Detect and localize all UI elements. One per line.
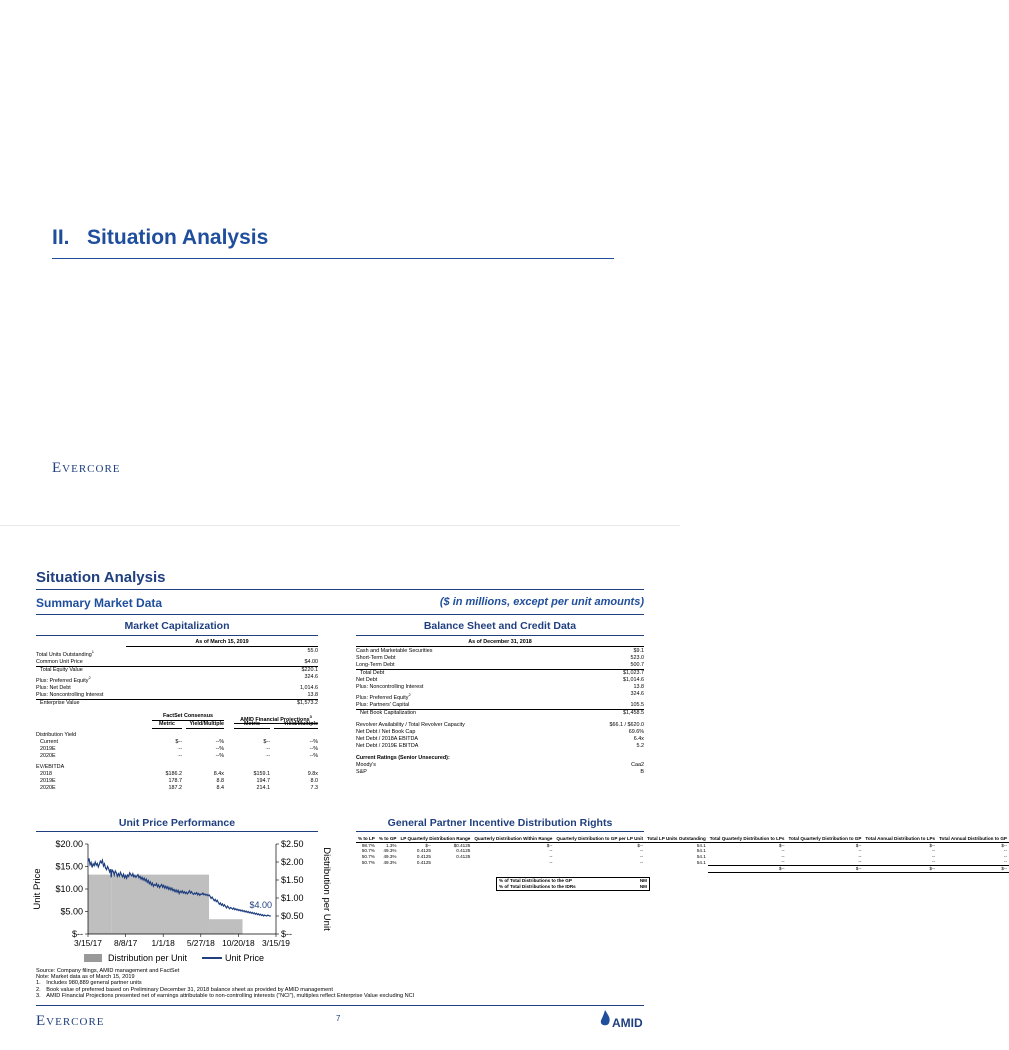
gp-pct-box xyxy=(496,877,650,891)
row-value: $1,573.2 xyxy=(297,699,318,706)
credit-row xyxy=(356,736,644,743)
y-axis-title: Unit Price xyxy=(32,868,43,910)
y-tick-label: $20.00 xyxy=(55,839,83,849)
legend-label-price: Unit Price xyxy=(225,953,265,963)
row-label: 2018 xyxy=(40,770,52,777)
gp-total-row xyxy=(356,865,1009,872)
gp-cell: -- xyxy=(639,859,644,865)
amid-header: AMID Financial Projections$^3$ xyxy=(234,713,318,725)
amid-metric: -- xyxy=(266,745,270,752)
col-metric-2: Metric xyxy=(234,721,270,729)
gp-cell: 49.3% xyxy=(383,848,397,854)
balance-row xyxy=(356,710,644,717)
balance-row xyxy=(356,684,644,691)
footnote-note: Note: Market data as of March 15, 2019 xyxy=(36,974,135,981)
gp-cell: -- xyxy=(932,848,936,854)
distribution-bar xyxy=(88,875,111,934)
credit-row xyxy=(356,722,644,729)
gp-cell: -- xyxy=(858,859,862,865)
market-cap-row xyxy=(36,700,318,707)
gp-cell: 0.4125 xyxy=(416,853,431,859)
rating-value: B xyxy=(640,768,644,775)
balance-rows xyxy=(356,648,644,717)
y-tick-label: $15.00 xyxy=(55,861,83,872)
footnotes xyxy=(36,968,644,999)
factset-metric: -- xyxy=(178,745,182,752)
gp-header-cell: Total Annual Distribution to GP xyxy=(939,836,1007,841)
footnote-item: 1. Includes 980,889 general partner units xyxy=(36,980,142,987)
y2-tick-label: $2.00 xyxy=(281,857,304,867)
row-value: 6.4x xyxy=(633,735,644,742)
y-tick-label: $10.00 xyxy=(55,884,83,894)
page-number: 7 xyxy=(336,1014,341,1023)
row-label: Total Equity Value xyxy=(40,666,83,673)
ev-title: EV/EBITDA xyxy=(36,763,65,770)
row-value: 105.5 xyxy=(630,701,644,708)
footnote-item: 2. Book value of preferred based on Preliminary December 31, 2018 balance sheet as provided by AMID management xyxy=(36,986,333,993)
gp-cell: $0.4125 xyxy=(453,842,471,848)
row-value: 523.0 xyxy=(630,655,644,661)
x-tick-label: 10/20/18 xyxy=(222,938,255,948)
amid-metric: 194.7 xyxy=(256,777,270,784)
row-label: Plus: Noncontrolling Interest xyxy=(356,684,424,690)
gp-cell: $-- xyxy=(1001,842,1007,848)
amid-metric: $159.1 xyxy=(253,770,270,777)
row-label: Total Debt xyxy=(360,670,385,676)
section-heading xyxy=(52,226,268,250)
x-tick-label: 1/1/18 xyxy=(151,938,175,948)
market-cap-row xyxy=(36,674,318,685)
balance-row xyxy=(356,670,644,677)
evercore-logo: EVERCORE xyxy=(52,460,121,476)
gp-cell: -- xyxy=(549,859,553,865)
amid-metric: 214.1 xyxy=(256,784,270,791)
rating-value: Caa2 xyxy=(631,761,644,768)
gp-cell: -- xyxy=(639,848,644,854)
gp-cell: -- xyxy=(932,853,936,859)
distribution-bar xyxy=(209,919,242,934)
current-price-label: $4.00 xyxy=(249,900,272,910)
factset-yield: 8.8 xyxy=(216,777,224,784)
gp-cell: -- xyxy=(781,853,785,859)
row-value: 13.8 xyxy=(307,691,318,698)
amid-logo: AMID xyxy=(596,1008,644,1036)
gp-header-cell: % to GP xyxy=(378,836,397,841)
gp-table-wrap xyxy=(356,836,1007,891)
gp-cell: -- xyxy=(1003,848,1007,854)
gp-cell: -- xyxy=(858,848,862,854)
rating-row xyxy=(356,769,644,776)
gp-cell: -- xyxy=(549,848,553,854)
row-value: $66.1 / $620.0 xyxy=(609,721,644,728)
gp-pct-value: NM xyxy=(639,883,647,889)
row-label: Net Debt / Net Book Cap xyxy=(356,728,416,735)
gp-cell: $-- xyxy=(546,842,553,848)
distribution-bar xyxy=(111,875,209,934)
x-tick-label: 3/15/17 xyxy=(74,938,102,948)
gp-cell: -- xyxy=(932,859,936,865)
row-value: 1,014.6 xyxy=(300,684,318,691)
gp-cell: 50.7% xyxy=(361,859,375,865)
yield-rows xyxy=(36,739,318,760)
factset-yield: --% xyxy=(215,752,224,759)
x-tick-label: 3/15/19 xyxy=(262,938,290,948)
row-label: Plus: Preferred Equity$^2$ xyxy=(36,674,91,684)
gp-cell: $-- xyxy=(929,842,936,848)
market-cap-title: Market Capitalization xyxy=(124,620,230,632)
legend-swatch-distribution xyxy=(84,954,102,962)
gp-cell: -- xyxy=(549,853,553,859)
gp-header-cell: Quarterly Distribution to GP per LP Unit xyxy=(556,836,644,841)
rating-rows xyxy=(356,762,644,776)
row-label: Short-Term Debt xyxy=(356,655,396,661)
projection-row xyxy=(36,778,318,785)
gp-table xyxy=(356,836,1009,873)
row-value: $1,014.6 xyxy=(623,677,644,683)
balance-title: Balance Sheet and Credit Data xyxy=(423,620,577,632)
ratings-title: Current Ratings (Senior Unsecured): xyxy=(356,754,450,761)
row-label: Net Debt / 2018A EBITDA xyxy=(356,735,419,742)
factset-metric: 187.2 xyxy=(168,784,182,791)
row-value: $9.1 xyxy=(633,648,644,654)
balance-row xyxy=(356,677,644,684)
amid-yield: 7.3 xyxy=(310,784,318,791)
gp-total-cell: $-- xyxy=(937,865,1009,872)
row-label: 2020E xyxy=(40,752,56,759)
row-label: 2019E xyxy=(40,745,56,752)
balance-row xyxy=(356,662,644,670)
row-value: 5.2 xyxy=(636,742,644,749)
gp-cell: 0.4125 xyxy=(456,848,471,854)
gp-pct-label: % of Total Distributions to the IDRs xyxy=(499,883,576,889)
section-number: II. xyxy=(52,226,70,249)
gp-cell: -- xyxy=(1003,859,1007,865)
gp-title: General Partner Incentive Distribution Rights xyxy=(387,817,613,829)
title-rule xyxy=(36,589,644,590)
units-note: ($ in millions, except per unit amounts) xyxy=(439,596,644,608)
gp-header-cell: % to LP xyxy=(358,836,375,841)
projection-row xyxy=(36,746,318,753)
factset-metric: -- xyxy=(178,752,182,759)
x-tick-label: 8/8/17 xyxy=(113,938,138,948)
amid-yield: --% xyxy=(309,752,318,759)
row-value: $1,023.7 xyxy=(623,670,644,676)
gp-cell: -- xyxy=(781,848,785,854)
row-label: 2020E xyxy=(40,784,56,791)
row-label: Revolver Availability / Total Revolver Capacity xyxy=(356,721,465,728)
gp-header-row xyxy=(356,836,1009,842)
gp-cell: 54.1 xyxy=(696,859,706,865)
row-value: 55.0 xyxy=(307,648,318,654)
gp-pct-value: NM xyxy=(639,877,647,883)
factset-header: FactSet Consensus xyxy=(152,713,224,721)
chart-title: Unit Price Performance xyxy=(118,817,236,829)
market-cap-row xyxy=(36,648,318,659)
gp-total-cell: $-- xyxy=(787,865,864,872)
row-label: Plus: Net Debt xyxy=(36,684,71,691)
rating-agency: Moody's xyxy=(356,761,376,768)
row-label: Net Debt xyxy=(356,677,378,683)
gp-cell: $-- xyxy=(855,842,862,848)
yield-title: Distribution Yield xyxy=(36,731,77,738)
market-cap-row xyxy=(36,692,318,700)
row-label: Cash and Marketable Securities xyxy=(356,648,433,654)
col-yield-2: Yield/Multiple xyxy=(274,721,318,729)
row-label: Enterprise Value xyxy=(40,699,80,706)
gp-pct-label: % of Total Distributions to the GP xyxy=(499,877,572,883)
balance-row xyxy=(356,691,644,702)
gp-cell: 0.4125 xyxy=(416,848,431,854)
gp-cell: 50.7% xyxy=(361,853,375,859)
projection-row xyxy=(36,739,318,746)
market-cap-as-of: As of March 15, 2019 xyxy=(126,639,318,647)
market-cap-row xyxy=(36,685,318,692)
gp-header-cell: Total LP Units Outstanding xyxy=(647,836,706,841)
y2-tick-label: $1.50 xyxy=(281,875,304,885)
y2-tick-label: $1.00 xyxy=(281,893,304,903)
row-value: 324.6 xyxy=(630,691,644,697)
credit-row xyxy=(356,729,644,736)
projection-row xyxy=(36,785,318,792)
evercore-footer-logo: EVERCORE xyxy=(36,1013,105,1029)
row-label: 2019E xyxy=(40,777,56,784)
gp-cell: -- xyxy=(781,859,785,865)
factset-metric: $-- xyxy=(175,738,182,745)
factset-metric: $186.2 xyxy=(165,770,182,777)
projection-row xyxy=(36,753,318,760)
factset-yield: 8.4x xyxy=(213,770,224,777)
row-value: $4.00 xyxy=(304,658,318,665)
amid-yield: 8.0 xyxy=(310,777,318,784)
footnote-source: Source: Company filings, AMID management and FactSet xyxy=(36,968,180,974)
amid-yield: --% xyxy=(309,738,318,745)
market-cap-panel xyxy=(36,620,318,792)
row-label: Common Unit Price xyxy=(36,658,83,665)
row-label: Total Units Outstanding$^1$ xyxy=(36,649,94,658)
unit-price-chart xyxy=(32,836,332,986)
y2-tick-label: $0.50 xyxy=(281,911,304,921)
gp-cell: -- xyxy=(1003,853,1007,859)
row-value: $1,458.5 xyxy=(623,709,644,716)
amid-yield: --% xyxy=(309,745,318,752)
market-cap-row xyxy=(36,659,318,667)
gp-cell: 0.4125 xyxy=(456,853,471,859)
gp-header-cell: LP Quarterly Distribution Range xyxy=(400,836,471,841)
balance-row xyxy=(356,655,644,662)
amid-metric: $-- xyxy=(263,738,270,745)
factset-yield: 8.4 xyxy=(216,784,224,791)
y-tick-label: $5.00 xyxy=(60,906,83,917)
balance-row xyxy=(356,648,644,655)
y2-tick-label: $2.50 xyxy=(281,839,304,849)
page-title: Situation Analysis xyxy=(36,569,166,586)
factset-yield: --% xyxy=(215,738,224,745)
page-separator xyxy=(0,525,680,526)
rating-agency: S&P xyxy=(356,768,367,775)
gp-header-cell: Total Annual Distribution to LPs xyxy=(865,836,936,841)
market-cap-row xyxy=(36,667,318,674)
footer-rule xyxy=(36,1005,644,1006)
x-tick-label: 5/27/18 xyxy=(186,938,215,948)
gp-total-cell: $-- xyxy=(863,865,937,872)
y2-axis-title: Distribution per Unit xyxy=(321,847,332,931)
gp-cell: 54.1 xyxy=(696,848,706,854)
gp-header-cell: Quarterly Distribution Within Range xyxy=(474,836,553,841)
row-value: 324.6 xyxy=(304,673,318,680)
gp-cell: 54.1 xyxy=(696,842,706,848)
amid-flame-icon xyxy=(598,1010,612,1028)
col-yield-1: Yield/Multiple xyxy=(186,721,224,729)
amid-metric: -- xyxy=(266,752,270,759)
y-tick-label: $-- xyxy=(72,929,83,939)
section-rule xyxy=(52,258,614,259)
gp-cell: 1.3% xyxy=(385,842,397,848)
gp-cell: $-- xyxy=(778,842,785,848)
gp-cell: $-- xyxy=(637,842,644,848)
gp-cell: -- xyxy=(639,853,644,859)
market-cap-rows xyxy=(36,648,318,707)
row-value: 500.7 xyxy=(630,662,644,668)
gp-cell: 0.4125 xyxy=(416,859,431,865)
row-label: Plus: Preferred Equity$^2$ xyxy=(356,692,411,701)
projection-row xyxy=(36,771,318,778)
factset-metric: 178.7 xyxy=(168,777,182,784)
row-label: Plus: Noncontrolling Interest xyxy=(36,691,104,698)
col-metric-1: Metric xyxy=(152,721,182,729)
section-title: Situation Analysis xyxy=(87,226,269,249)
row-value: 13.8 xyxy=(633,684,644,690)
legend-label-distribution: Distribution per Unit xyxy=(108,953,188,963)
gp-cell: 98.7% xyxy=(361,842,375,848)
row-label: Net Book Capitalization xyxy=(360,709,417,716)
gp-cell: 54.1 xyxy=(696,853,706,859)
gp-cell: -- xyxy=(858,853,862,859)
balance-as-of: As of December 31, 2018 xyxy=(356,639,644,647)
ev-rows xyxy=(36,771,318,792)
subtitle-rule xyxy=(36,614,644,615)
credit-rows xyxy=(356,722,644,750)
gp-cell: 49.3% xyxy=(383,853,397,859)
balance-row xyxy=(356,702,644,710)
row-label: Plus: Partners' Capital xyxy=(356,701,410,708)
footnote-item: 3. AMID Financial Projections presented net of earnings attributable to non-controlling interests (“NCI”), multiples reflect Enterprise Value excluding NCI xyxy=(36,992,415,999)
y2-tick-label: $-- xyxy=(281,929,292,939)
footnote-items xyxy=(36,980,644,999)
gp-cell: $-- xyxy=(425,842,431,848)
row-label: Long-Term Debt xyxy=(356,662,395,668)
gp-cell: 49.3% xyxy=(383,859,397,865)
row-label: Current xyxy=(40,738,58,745)
gp-total-cell: $-- xyxy=(708,865,787,872)
row-value: $220.1 xyxy=(301,666,318,673)
projection-headers xyxy=(36,713,318,730)
page-subtitle: Summary Market Data xyxy=(36,596,163,610)
credit-row xyxy=(356,743,644,750)
factset-yield: --% xyxy=(215,745,224,752)
row-value: 69.6% xyxy=(628,728,644,735)
rating-row xyxy=(356,762,644,769)
gp-pct-row xyxy=(499,884,647,890)
gp-header-cell: Total Quarterly Distribution to GP xyxy=(788,836,862,841)
gp-cell: 50.7% xyxy=(361,848,375,854)
gp-header-cell: Total Quarterly Distribution to LPs xyxy=(709,836,785,841)
amid-yield: 9.8x xyxy=(307,770,318,777)
row-label: Net Debt / 2019E EBITDA xyxy=(356,742,419,749)
balance-panel xyxy=(356,620,644,776)
